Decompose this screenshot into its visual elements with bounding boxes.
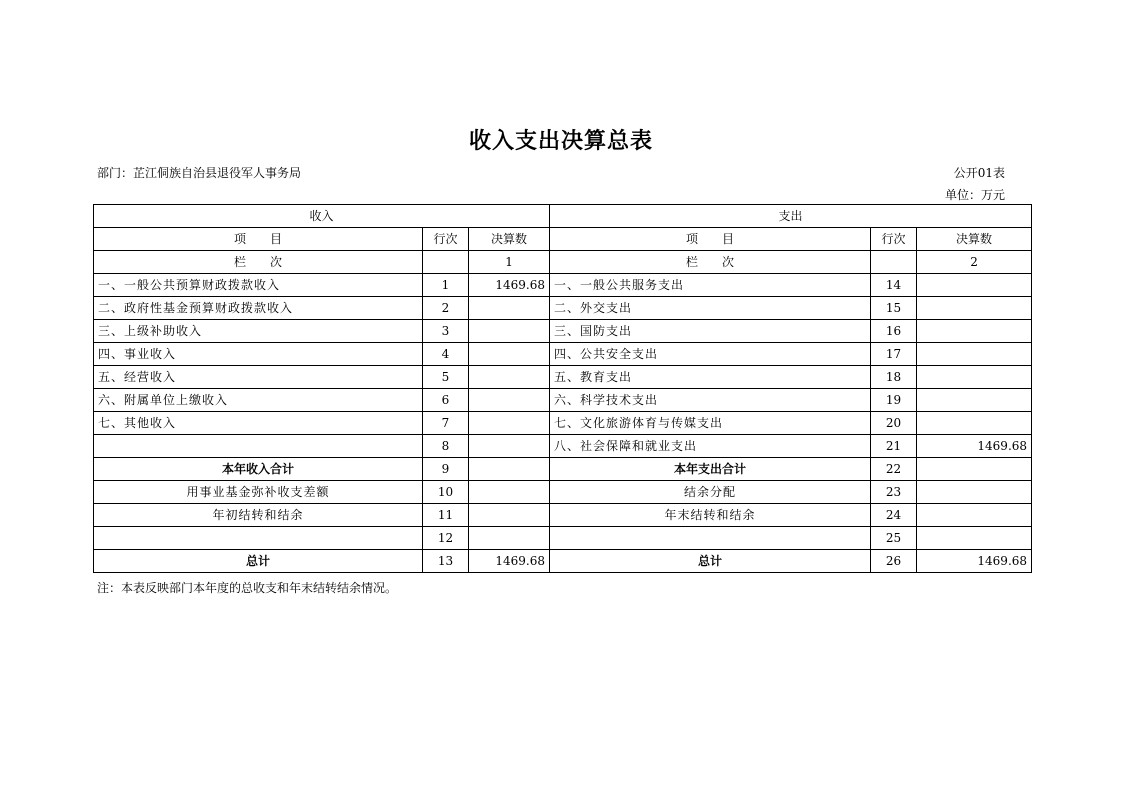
- income-item: 二、政府性基金预算财政拨款收入: [94, 297, 423, 320]
- income-item: 四、事业收入: [94, 343, 423, 366]
- blank-row: [94, 527, 1032, 550]
- grand-total-expense-amount: 1469.68: [917, 550, 1032, 573]
- expense-column-blank: [871, 251, 917, 274]
- income-item: 七、其他收入: [94, 412, 423, 435]
- income-column-number: 1: [469, 251, 550, 274]
- income-column-label: 栏 次: [94, 251, 423, 274]
- income-line-no: 4: [423, 343, 469, 366]
- footnote: 注：本表反映部门本年度的总收支和年末结转结余情况。: [97, 581, 398, 595]
- page-title: 收入支出决算总表: [468, 129, 653, 154]
- blank-income-item: [94, 527, 423, 550]
- form-number: 公开01表: [953, 166, 1005, 180]
- expense-column-label: 栏 次: [550, 251, 871, 274]
- income-amount: [469, 297, 550, 320]
- table-row: [94, 343, 1032, 366]
- income-line-no: 6: [423, 389, 469, 412]
- expense-amount: [917, 412, 1032, 435]
- income-item: 三、上级补助收入: [94, 320, 423, 343]
- income-header: 收入: [94, 205, 550, 228]
- income-total-line-no: 9: [423, 458, 469, 481]
- income-amount: [469, 320, 550, 343]
- income-expense-table: [93, 204, 1032, 573]
- begin-balance-line-no: 11: [423, 504, 469, 527]
- expense-line-no: 21: [871, 435, 917, 458]
- expense-total-line-no: 22: [871, 458, 917, 481]
- end-balance-label: 年末结转和结余: [550, 504, 871, 527]
- table-row: [94, 274, 1032, 297]
- income-amount: [469, 389, 550, 412]
- unit-label: 单位：万元: [944, 188, 1005, 202]
- income-item: 一、一般公共预算财政拨款收入: [94, 274, 423, 297]
- blank-income-line-no: 12: [423, 527, 469, 550]
- expense-item: 七、文化旅游体育与传媒支出: [550, 412, 871, 435]
- expense-total-amount: [917, 458, 1032, 481]
- table-row: [94, 412, 1032, 435]
- income-amount: 1469.68: [469, 274, 550, 297]
- department-label: 部门：芷江侗族自治县退役军人事务局: [97, 166, 302, 180]
- expense-item: 四、公共安全支出: [550, 343, 871, 366]
- income-total-amount: [469, 458, 550, 481]
- expense-amount: [917, 389, 1032, 412]
- expense-line-no: 14: [871, 274, 917, 297]
- expense-amount: [917, 274, 1032, 297]
- income-total-label: 本年收入合计: [94, 458, 423, 481]
- annual-total-row: [94, 458, 1032, 481]
- expense-line-no: 20: [871, 412, 917, 435]
- income-amount: [469, 366, 550, 389]
- grand-total-income-line-no: 13: [423, 550, 469, 573]
- fund-gap-row: [94, 481, 1032, 504]
- expense-item: 六、科学技术支出: [550, 389, 871, 412]
- expense-amount: [917, 297, 1032, 320]
- expense-total-label: 本年支出合计: [550, 458, 871, 481]
- table-row: [94, 297, 1032, 320]
- expense-header: 支出: [550, 205, 1032, 228]
- balance-row: [94, 504, 1032, 527]
- expense-item: 三、国防支出: [550, 320, 871, 343]
- expense-amount-header: 决算数: [917, 228, 1032, 251]
- income-line-no: 5: [423, 366, 469, 389]
- blank-expense-amount: [917, 527, 1032, 550]
- table-row: [94, 320, 1032, 343]
- expense-item: 五、教育支出: [550, 366, 871, 389]
- begin-balance-label: 年初结转和结余: [94, 504, 423, 527]
- expense-amount: 1469.68: [917, 435, 1032, 458]
- grand-total-income-label: 总计: [94, 550, 423, 573]
- grand-total-row: [94, 550, 1032, 573]
- blank-expense-item: [550, 527, 871, 550]
- expense-amount: [917, 366, 1032, 389]
- grand-total-expense-line-no: 26: [871, 550, 917, 573]
- header-column-row: [94, 228, 1032, 251]
- expense-item: 一、一般公共服务支出: [550, 274, 871, 297]
- expense-line-header: 行次: [871, 228, 917, 251]
- column-number-row: [94, 251, 1032, 274]
- blank-expense-line-no: 25: [871, 527, 917, 550]
- income-item: [94, 435, 423, 458]
- grand-total-income-amount: 1469.68: [469, 550, 550, 573]
- expense-line-no: 16: [871, 320, 917, 343]
- income-item: 六、附属单位上缴收入: [94, 389, 423, 412]
- income-item: 五、经营收入: [94, 366, 423, 389]
- surplus-allocation-line-no: 23: [871, 481, 917, 504]
- income-item-header: 项 目: [94, 228, 423, 251]
- fund-gap-label: 用事业基金弥补收支差额: [94, 481, 423, 504]
- surplus-allocation-amount: [917, 481, 1032, 504]
- expense-item-header: 项 目: [550, 228, 871, 251]
- income-amount-header: 决算数: [469, 228, 550, 251]
- income-column-blank: [423, 251, 469, 274]
- fund-gap-amount: [469, 481, 550, 504]
- expense-line-no: 17: [871, 343, 917, 366]
- table-row: [94, 366, 1032, 389]
- expense-line-no: 15: [871, 297, 917, 320]
- income-amount: [469, 412, 550, 435]
- end-balance-line-no: 24: [871, 504, 917, 527]
- expense-amount: [917, 320, 1032, 343]
- income-line-no: 8: [423, 435, 469, 458]
- table-row: [94, 435, 1032, 458]
- fund-gap-line-no: 10: [423, 481, 469, 504]
- expense-line-no: 19: [871, 389, 917, 412]
- end-balance-amount: [917, 504, 1032, 527]
- grand-total-expense-label: 总计: [550, 550, 871, 573]
- expense-item: 八、社会保障和就业支出: [550, 435, 871, 458]
- income-amount: [469, 343, 550, 366]
- income-line-header: 行次: [423, 228, 469, 251]
- expense-amount: [917, 343, 1032, 366]
- expense-line-no: 18: [871, 366, 917, 389]
- income-line-no: 7: [423, 412, 469, 435]
- income-amount: [469, 435, 550, 458]
- expense-item: 二、外交支出: [550, 297, 871, 320]
- expense-column-number: 2: [917, 251, 1032, 274]
- income-line-no: 1: [423, 274, 469, 297]
- begin-balance-amount: [469, 504, 550, 527]
- table-row: [94, 389, 1032, 412]
- header-section-row: [94, 205, 1032, 228]
- income-line-no: 3: [423, 320, 469, 343]
- blank-income-amount: [469, 527, 550, 550]
- surplus-allocation-label: 结余分配: [550, 481, 871, 504]
- income-line-no: 2: [423, 297, 469, 320]
